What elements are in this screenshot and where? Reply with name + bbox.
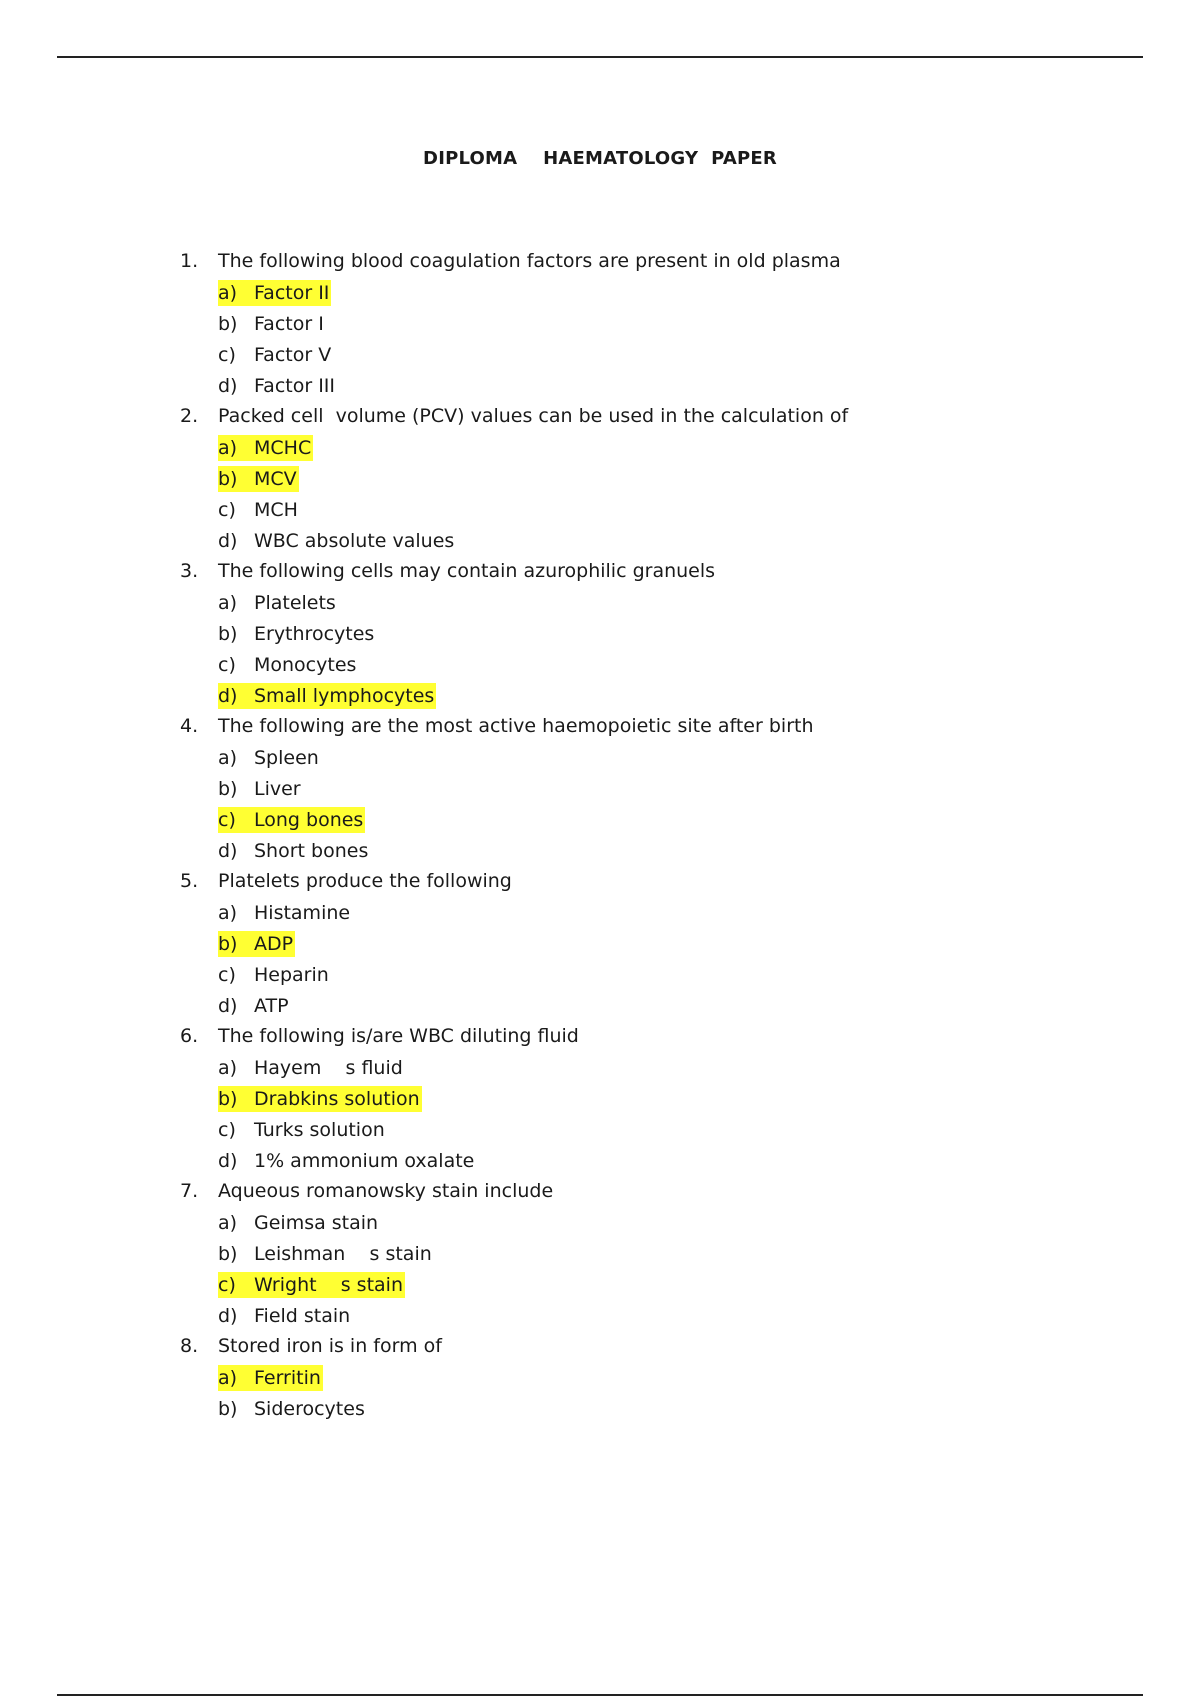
option-text: MCHC [254,436,312,459]
option-item [218,928,1000,959]
option-item [218,959,1000,990]
option-letter: c) [218,653,236,676]
option-text: Hayem s fluid [254,1056,403,1079]
question-text: Stored iron is in form of [218,1335,442,1357]
answer-option [218,1210,380,1236]
option-item [218,308,1000,339]
answer-option [218,342,333,368]
question-2 [180,401,1000,432]
option-letter: b) [218,312,238,335]
option-item [218,1300,1000,1331]
question-number: 8. [180,1335,199,1357]
option-letter: b) [218,932,238,955]
question-8 [180,1331,1000,1362]
option-text: Turks solution [254,1118,385,1141]
option-text: Liver [254,777,301,800]
option-text: Small lymphocytes [254,684,435,707]
option-letter: d) [218,1304,238,1327]
option-letter: a) [218,1211,238,1234]
answer-option [218,373,337,399]
option-item [218,1362,1000,1393]
option-letter: c) [218,343,236,366]
option-item [218,804,1000,835]
option-letter: c) [218,808,236,831]
answer-option [218,497,300,523]
answer-option [218,1055,405,1081]
option-text: Leishman s stain [254,1242,432,1265]
option-item [218,742,1000,773]
highlighted-answer [218,931,295,957]
option-text: MCH [254,498,298,521]
answer-option [218,528,456,554]
answer-option [218,962,331,988]
highlighted-answer [218,1086,422,1112]
option-letter: d) [218,839,238,862]
question-text: The following cells may contain azurophilic granuels [218,560,716,582]
option-letter: d) [218,529,238,552]
option-text: ATP [254,994,289,1017]
option-text: Geimsa stain [254,1211,379,1234]
option-item [218,587,1000,618]
option-letter: a) [218,281,238,304]
answer-option [218,1303,352,1329]
option-letter: b) [218,1397,238,1420]
question-number: 4. [180,715,199,737]
option-item [218,432,1000,463]
option-letter: b) [218,622,238,645]
answer-option [218,776,303,802]
option-item [218,1207,1000,1238]
option-item [218,1083,1000,1114]
answer-option [218,1241,434,1267]
option-item [218,773,1000,804]
question-number: 5. [180,870,199,892]
option-item [218,1238,1000,1269]
option-letter: a) [218,1366,238,1389]
option-text: Factor III [254,374,336,397]
answer-option [218,745,321,771]
option-letter: b) [218,777,238,800]
option-item [218,680,1000,711]
option-text: Siderocytes [254,1397,365,1420]
option-letter: c) [218,1273,236,1296]
option-item [218,525,1000,556]
option-letter: a) [218,1056,238,1079]
question-text: The following blood coagulation factors are present in old plasma [218,250,841,272]
option-text: 1% ammonium oxalate [254,1149,475,1172]
option-text: Factor V [254,343,332,366]
answer-option [218,590,338,616]
answer-option [218,621,376,647]
question-5 [180,866,1000,897]
question-text: Packed cell volume (PCV) values can be used in the calculation of [218,405,849,427]
option-item [218,1114,1000,1145]
option-text: WBC absolute values [254,529,455,552]
option-item [218,990,1000,1021]
highlighted-answer [218,466,299,492]
option-letter: a) [218,901,238,924]
option-text: Wright s stain [254,1273,403,1296]
option-item [218,835,1000,866]
question-text: The following is/are WBC diluting fluid [218,1025,579,1047]
option-item [218,897,1000,928]
question-3 [180,556,1000,587]
option-text: Factor II [254,281,330,304]
option-letter: c) [218,498,236,521]
option-item [218,370,1000,401]
highlighted-answer [218,280,331,306]
option-letter: d) [218,684,238,707]
option-text: ADP [254,932,294,955]
option-letter: b) [218,1242,238,1265]
answer-option [218,900,352,926]
header-rule [57,56,1143,58]
question-4 [180,711,1000,742]
highlighted-answer [218,1365,323,1391]
highlighted-answer [218,435,313,461]
option-letter: a) [218,591,238,614]
question-number: 3. [180,560,199,582]
option-item [218,339,1000,370]
question-1 [180,246,1000,277]
option-item [218,463,1000,494]
option-text: Histamine [254,901,351,924]
option-letter: b) [218,1087,238,1110]
question-number: 6. [180,1025,199,1047]
answer-option [218,1396,367,1422]
footer-rule [57,1694,1143,1696]
option-item [218,277,1000,308]
option-text: Platelets [254,591,336,614]
highlighted-answer [218,683,436,709]
answer-option [218,652,358,678]
option-text: Field stain [254,1304,351,1327]
question-number: 2. [180,405,199,427]
option-text: Short bones [254,839,369,862]
option-text: Long bones [254,808,364,831]
highlighted-answer [218,807,365,833]
highlighted-answer [218,1272,405,1298]
option-text: Erythrocytes [254,622,375,645]
question-number: 7. [180,1180,199,1202]
question-number: 1. [180,250,199,272]
question-text: Aqueous romanowsky stain include [218,1180,554,1202]
answer-option [218,993,291,1019]
answer-option [218,838,370,864]
question-6 [180,1021,1000,1052]
answer-option [218,1148,476,1174]
option-text: Heparin [254,963,329,986]
option-letter: c) [218,963,236,986]
option-letter: c) [218,1118,236,1141]
option-text: Ferritin [254,1366,321,1389]
option-letter: b) [218,467,238,490]
option-item [218,1393,1000,1424]
option-text: MCV [254,467,297,490]
option-item [218,494,1000,525]
question-list [180,246,1000,1424]
option-item [218,649,1000,680]
option-text: Spleen [254,746,319,769]
answer-option [218,1117,387,1143]
question-text: The following are the most active haemopoietic site after birth [218,715,814,737]
option-text: Factor I [254,312,324,335]
page-title: DIPLOMA HAEMATOLOGY PAPER [423,148,777,169]
option-item [218,1145,1000,1176]
option-letter: d) [218,1149,238,1172]
option-letter: a) [218,436,238,459]
option-letter: d) [218,994,238,1017]
option-letter: a) [218,746,238,769]
option-text: Monocytes [254,653,357,676]
question-text: Platelets produce the following [218,870,512,892]
option-letter: d) [218,374,238,397]
option-text: Drabkins solution [254,1087,420,1110]
option-item [218,618,1000,649]
question-7 [180,1176,1000,1207]
answer-option [218,311,326,337]
option-item [218,1269,1000,1300]
option-item [218,1052,1000,1083]
